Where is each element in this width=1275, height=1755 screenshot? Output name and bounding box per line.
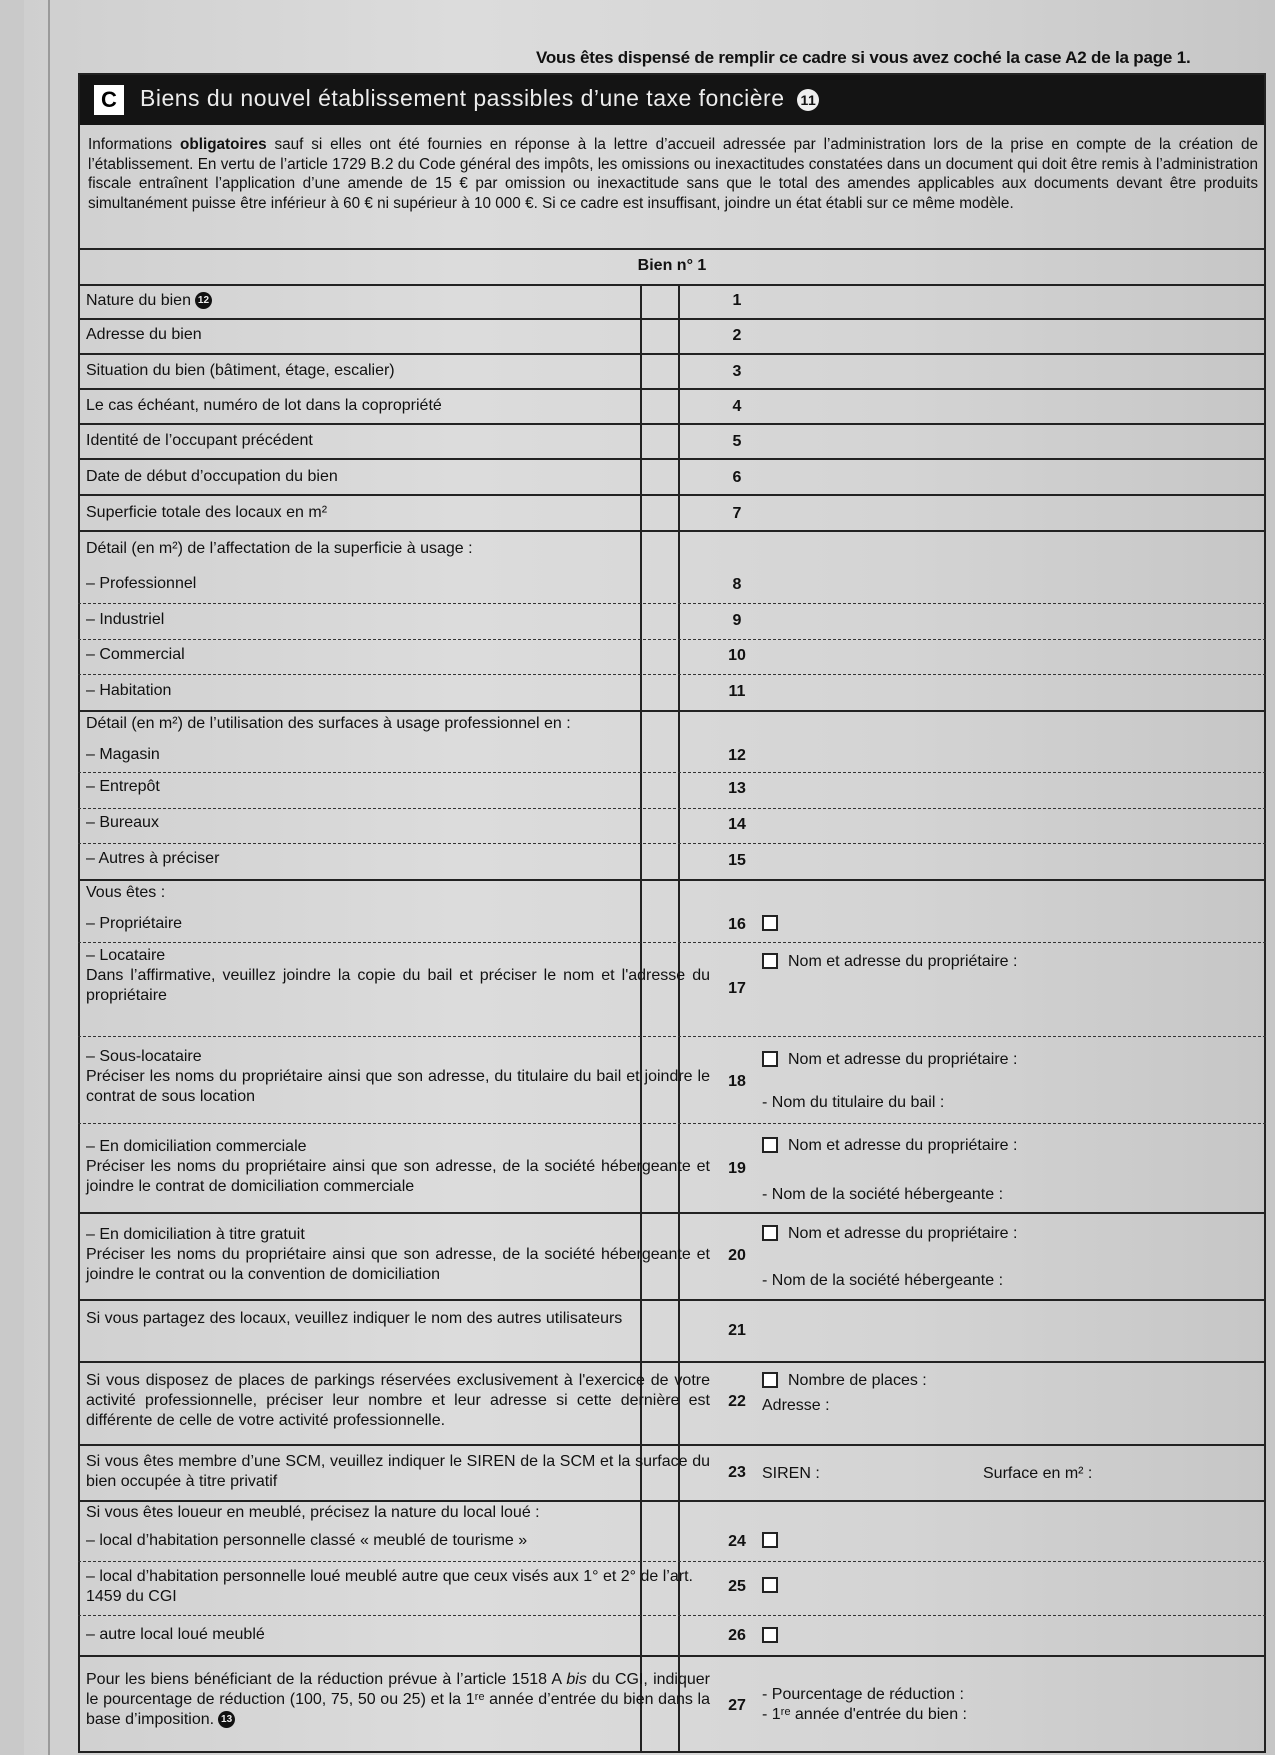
row-number: 15	[728, 852, 746, 869]
note-11-badge: 11	[797, 89, 819, 111]
row-21	[78, 1299, 1266, 1361]
row-label-italic: bis	[566, 1671, 587, 1688]
row-2	[78, 318, 1266, 353]
meuble-autre-habitation-checkbox[interactable]	[762, 1577, 778, 1593]
field-label: Nom et adresse du propriétaire :	[788, 1137, 1018, 1154]
row-16	[78, 879, 1266, 942]
row-25	[78, 1561, 1266, 1615]
row-label: – Professionnel	[86, 575, 197, 592]
sous-locataire-checkbox[interactable]	[762, 1051, 778, 1067]
info-lead-bold: obligatoires	[180, 136, 267, 153]
row-value	[762, 1626, 788, 1646]
row-number: 19	[728, 1160, 746, 1177]
row-detail: Préciser les noms du propriétaire ainsi que son adresse, de la société hébergeante et joindre le contrat de domiciliation commerciale	[86, 1158, 710, 1195]
row-12	[78, 710, 1266, 772]
row-number: 24	[728, 1533, 746, 1550]
row-detail: Préciser les noms du propriétaire ainsi que son adresse, du titulaire du bail et joindre le contrat de sous location	[86, 1068, 710, 1105]
row-22	[78, 1361, 1266, 1444]
row-number: 11	[728, 683, 746, 700]
row-10	[78, 639, 1266, 674]
row-number: 3	[732, 363, 742, 380]
row-6	[78, 458, 1266, 494]
section-letter: C	[94, 85, 124, 115]
row-number: 18	[728, 1073, 746, 1090]
row-label: Si vous disposez de places de parkings réservées exclusivement à l'exercice de votre activité professionnelle, préciser leur nombre et leur adresse si cette dernière est différente de celle de votre activité professionnelle.	[86, 1372, 710, 1429]
row-label: – autre local loué meublé	[86, 1626, 265, 1643]
field-label: Adresse :	[762, 1397, 830, 1414]
row-label: Le cas échéant, numéro de lot dans la copropriété	[86, 397, 442, 414]
meuble-tourisme-checkbox[interactable]	[762, 1532, 778, 1548]
row-5	[78, 423, 1266, 458]
group-heading-loueur: Si vous êtes loueur en meublé, précisez la nature du local loué :	[86, 1504, 540, 1521]
info-paragraph	[88, 135, 1258, 213]
proprietaire-checkbox[interactable]	[762, 915, 778, 931]
row-label-part: du CGI, indiquer le pourcentage de réduction (100, 75, 50 ou 25) et la 1ʳᵉ année d’entrée du bien dans la base d’imposition.	[86, 1671, 711, 1728]
row-number: 10	[728, 647, 746, 664]
field-label: - Nom de la société hébergeante :	[762, 1186, 1004, 1203]
row-label-text: Nature du bien	[86, 292, 191, 309]
row-label: – local d’habitation personnelle classé « meublé de tourisme »	[86, 1532, 528, 1549]
row-18	[78, 1036, 1266, 1123]
row-label: – Industriel	[86, 611, 165, 628]
binding-line	[48, 0, 50, 1755]
row-number: 27	[728, 1697, 746, 1714]
row-number: 21	[728, 1322, 746, 1339]
row-27	[78, 1655, 1266, 1753]
locataire-checkbox[interactable]	[762, 953, 778, 969]
bien-header: Bien n° 1	[637, 257, 707, 274]
row-3	[78, 353, 1266, 388]
field-label: SIREN :	[762, 1465, 820, 1482]
domiciliation-commerciale-checkbox[interactable]	[762, 1137, 778, 1153]
row-number: 14	[728, 816, 746, 833]
row-label-block	[86, 1137, 710, 1197]
row-label-block	[86, 1225, 710, 1285]
row-1	[78, 284, 1266, 318]
row-label: Adresse du bien	[86, 326, 202, 343]
row-number: 16	[728, 916, 746, 933]
row-14	[78, 808, 1266, 843]
row-detail: Préciser les noms du propriétaire ainsi que son adresse, de la société hébergeante et joindre le contrat ou la convention de domiciliation	[86, 1246, 710, 1283]
field-label: Surface en m² :	[983, 1465, 1093, 1482]
row-label: Si vous partagez des locaux, veuillez indiquer le nom des autres utilisateurs	[86, 1310, 623, 1327]
group-heading-affectation: Détail (en m²) de l’affectation de la superficie à usage :	[86, 540, 473, 557]
group-heading-utilisation: Détail (en m²) de l’utilisation des surfaces à usage professionnel en :	[86, 715, 571, 732]
row-number: 25	[728, 1578, 746, 1595]
field-label: - Pourcentage de réduction :	[762, 1686, 964, 1703]
row-number: 9	[732, 612, 742, 629]
domiciliation-gratuit-checkbox[interactable]	[762, 1225, 778, 1241]
row-label: – En domiciliation à titre gratuit	[86, 1226, 305, 1243]
field-label: - 1ʳᵉ année d'entrée du bien :	[762, 1706, 967, 1723]
row-20	[78, 1212, 1266, 1299]
field-label: - Nom de la société hébergeante :	[762, 1272, 1004, 1289]
row-label: – Commercial	[86, 646, 185, 663]
row-value	[762, 1224, 1017, 1244]
row-label: – Bureaux	[86, 814, 159, 831]
row-label: – Habitation	[86, 682, 172, 699]
row-8	[78, 530, 1266, 603]
row-value	[762, 1371, 927, 1391]
field-label: Nom et adresse du propriétaire :	[788, 953, 1018, 970]
row-number: 1	[732, 292, 742, 309]
row-17	[78, 942, 1266, 1036]
row-value	[762, 1531, 788, 1551]
row-number: 13	[728, 780, 746, 797]
row-number: 8	[732, 576, 742, 593]
row-label: – Entrepôt	[86, 778, 160, 795]
row-19	[78, 1123, 1266, 1212]
row-label-part: Pour les biens bénéficiant de la réduction prévue à l’article 1518 A	[86, 1671, 567, 1688]
top-note: Vous êtes dispensé de remplir ce cadre si vous avez coché la case A2 de la page 1.	[536, 48, 1191, 67]
row-label: – Propriétaire	[86, 915, 183, 932]
row-15	[78, 843, 1266, 879]
row-number: 23	[728, 1464, 746, 1481]
field-label: Nom et adresse du propriétaire :	[788, 1051, 1018, 1068]
note-13-badge: 13	[218, 1711, 235, 1728]
row-value	[762, 1050, 1017, 1070]
row-number: 26	[728, 1627, 746, 1644]
info-lead: Informations	[88, 136, 180, 153]
row-label: – Sous-locataire	[86, 1048, 202, 1065]
row-value	[762, 952, 1017, 972]
row-number: 6	[732, 469, 742, 486]
row-11	[78, 674, 1266, 710]
row-value	[762, 1576, 788, 1596]
row-9	[78, 603, 1266, 639]
row-number: 20	[728, 1247, 746, 1264]
row-number: 5	[732, 433, 742, 450]
info-body: sauf si elles ont été fournies en réponse à la lettre d’accueil adressée par l’administration lors de la prise en compte de la création de l’établissement. En vertu de l’article 1729 B.2 du Code général des impôts, les omissions ou inexactitudes constatées dans un document qui doit être remis à l’administration fiscale entraînent l’application d’une amende de 15 € par omission ou inexactitude sans que le total des amendes applicables aux documents devant être produits simultanément puisse être inférieur à 60 € ni supérieur à 10 000 €. Si ce cadre est insuffisant, joindre un état établi sur ce même modèle.	[88, 136, 1258, 212]
row-label: – En domiciliation commerciale	[86, 1138, 307, 1155]
autre-local-meuble-checkbox[interactable]	[762, 1627, 778, 1643]
field-label: Nom et adresse du propriétaire :	[788, 1225, 1018, 1242]
row-26	[78, 1615, 1266, 1655]
field-label: - Nom du titulaire du bail :	[762, 1094, 945, 1111]
row-label: – Autres à préciser	[86, 850, 220, 867]
row-number: 22	[728, 1393, 746, 1410]
row-13	[78, 772, 1266, 808]
row-number: 2	[732, 327, 742, 344]
row-4	[78, 388, 1266, 423]
row-label	[86, 291, 710, 311]
section-header	[80, 75, 1264, 125]
row-label-block	[86, 946, 710, 1006]
row-label: Date de début d’occupation du bien	[86, 468, 338, 485]
row-number: 7	[732, 505, 742, 522]
row-label: – Magasin	[86, 746, 160, 763]
row-value	[762, 1136, 1017, 1156]
row-detail: Dans l’affirmative, veuillez joindre la copie du bail et préciser le nom et l'adresse du propriétaire	[86, 967, 710, 1004]
row-number: 12	[728, 747, 746, 764]
field-label: Nombre de places :	[788, 1372, 927, 1389]
row-label: – Locataire	[86, 947, 166, 964]
row-label: Identité de l’occupant précédent	[86, 432, 313, 449]
row-label: Si vous êtes membre d’une SCM, veuillez indiquer le SIREN de la SCM et la surface du bien occupée à titre privatif	[86, 1453, 710, 1490]
row-label: Situation du bien (bâtiment, étage, escalier)	[86, 362, 395, 379]
section-title: Biens du nouvel établissement passibles d’une taxe foncière	[140, 85, 785, 111]
row-label: – local d’habitation personnelle loué meublé autre que ceux visés aux 1° et 2° de l’art. 1459 du CGI	[86, 1568, 693, 1605]
note-12-badge: 12	[195, 292, 212, 309]
row-7	[78, 494, 1266, 530]
section-title-wrap	[140, 85, 819, 112]
group-heading-vous-etes: Vous êtes :	[86, 884, 166, 901]
row-label	[86, 1670, 710, 1730]
row-label: Superficie totale des locaux en m²	[86, 504, 328, 521]
row-number: 17	[728, 980, 746, 997]
row-label-block	[86, 1047, 710, 1107]
row-number: 4	[732, 398, 742, 415]
row-23	[78, 1444, 1266, 1500]
row-24	[78, 1500, 1266, 1561]
parking-checkbox[interactable]	[762, 1372, 778, 1388]
row-value	[762, 914, 788, 934]
